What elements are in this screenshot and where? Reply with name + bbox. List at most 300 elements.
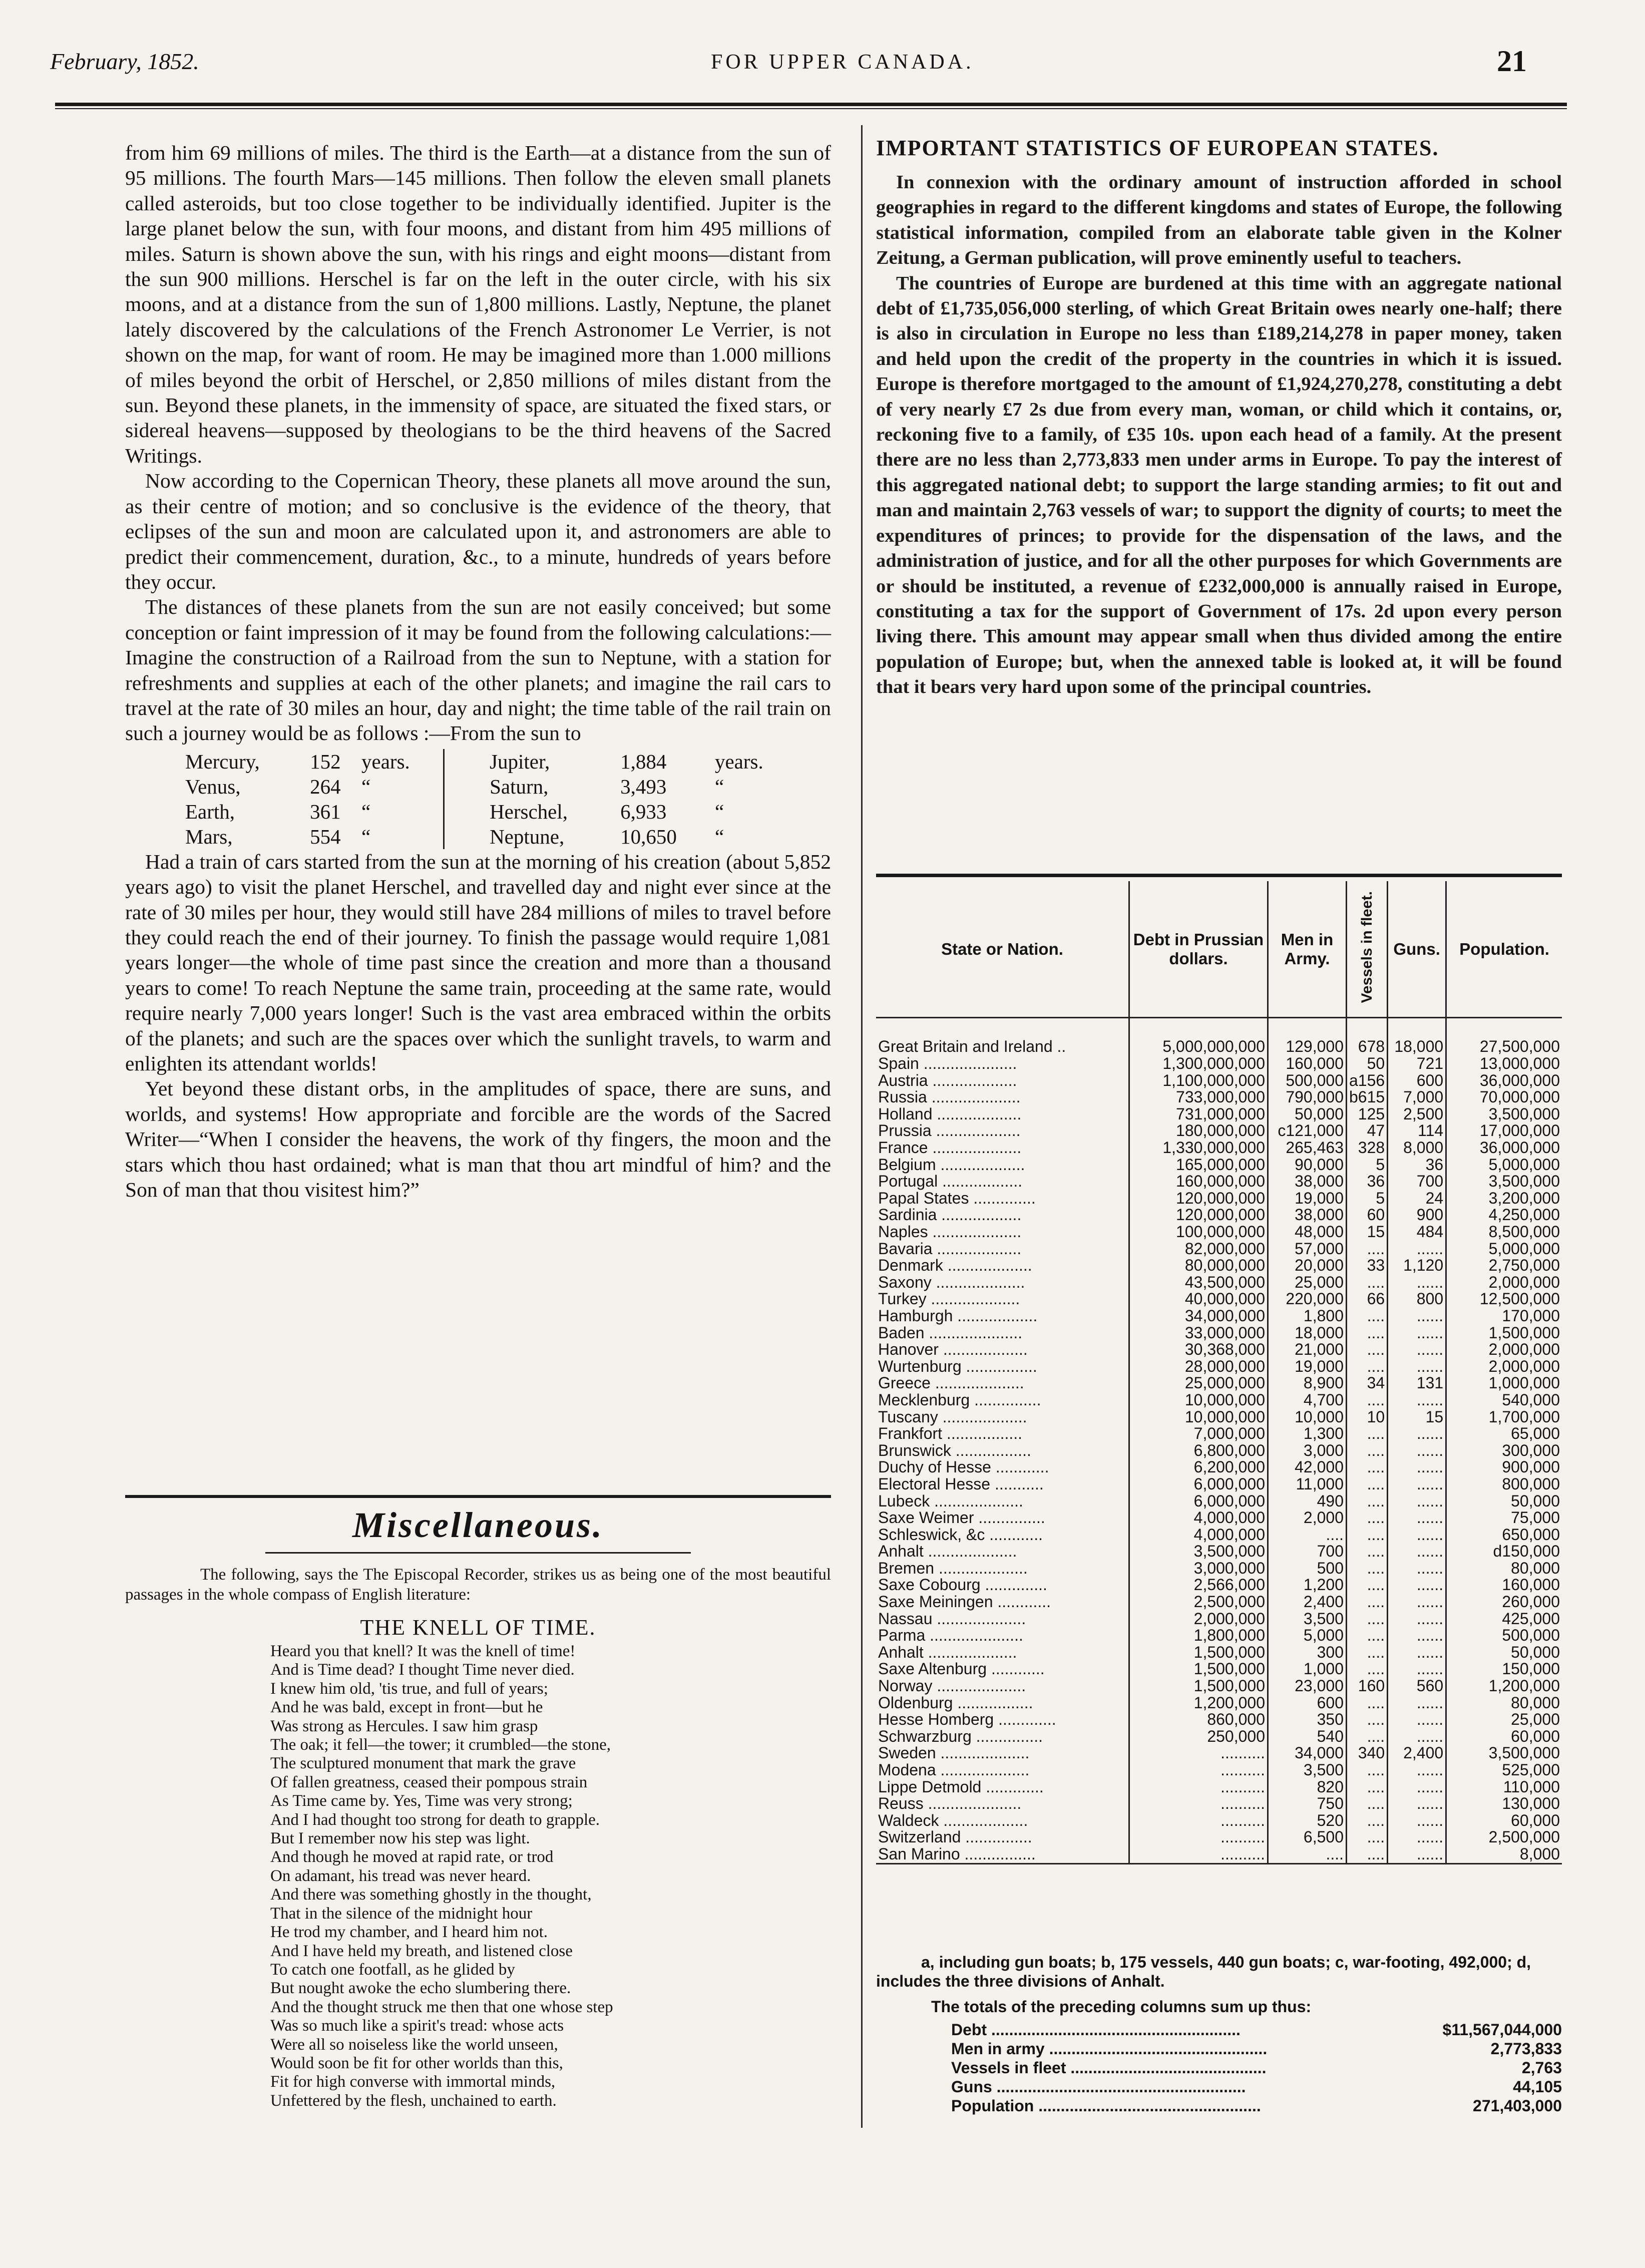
state-name: Anhalt .................... (878, 1643, 1017, 1661)
totals-label: Debt ........................................................ (951, 2021, 1241, 2039)
state-name: Russia .................... (878, 1088, 1021, 1106)
poem-line: That in the silence of the midnight hour (270, 1904, 533, 1923)
debt-value: 80,000,000 (1129, 1257, 1268, 1274)
army-value: 490 (1268, 1493, 1347, 1510)
population-value: 3,500,000 (1446, 1173, 1562, 1190)
population-value: 12,500,000 (1446, 1291, 1562, 1308)
poem-line: To catch one footfall, as he glided by (270, 1960, 515, 1979)
vessels-value: 678 (1347, 1018, 1388, 1055)
vessels-value: 47 (1347, 1122, 1388, 1140)
vessels-value: 5 (1347, 1157, 1388, 1174)
vessels-value: a156 (1347, 1072, 1388, 1089)
debt-value: 1,100,000,000 (1129, 1072, 1268, 1089)
state-name: Switzerland ............... (878, 1828, 1032, 1846)
guns-value: ...... (1388, 1577, 1446, 1594)
vessels-value: 36 (1347, 1173, 1388, 1190)
planet-name: Earth, (185, 800, 235, 823)
vessels-value: 15 (1347, 1224, 1388, 1241)
state-name: Brunswick ................. (878, 1441, 1031, 1459)
totals-label: Guns ........................................................ (951, 2078, 1246, 2096)
page-number: 21 (1497, 45, 1527, 78)
vessels-value: .... (1347, 1476, 1388, 1493)
debt-value: 250,000 (1129, 1728, 1268, 1745)
poem-line: The oak; it fell—the tower; it crumbled—the stone, (270, 1736, 611, 1754)
guns-value: 2,500 (1388, 1106, 1446, 1123)
table-top-rule (876, 874, 1562, 877)
population-value: 3,500,000 (1446, 1745, 1562, 1762)
state-name: Saxe Altenburg ............ (878, 1660, 1045, 1678)
poem-intro: The following, says the The Episcopal Recorder, strikes us as being one of the most beautiful passages in the whole compass of English literature: (125, 1566, 831, 1604)
debt-value: 4,000,000 (1129, 1509, 1268, 1527)
army-value: 19,000 (1268, 1358, 1347, 1375)
vessels-value: .... (1347, 1509, 1388, 1527)
guns-value: ...... (1388, 1795, 1446, 1812)
vessels-value: 34 (1347, 1375, 1388, 1392)
table-row (876, 1594, 1562, 1611)
army-value: 540 (1268, 1728, 1347, 1745)
population-value: 80,000 (1446, 1695, 1562, 1712)
debt-value: 82,000,000 (1129, 1241, 1268, 1258)
population-value: 2,000,000 (1446, 1358, 1562, 1375)
army-value: 10,000 (1268, 1409, 1347, 1426)
debt-value: 165,000,000 (1129, 1157, 1268, 1174)
planet-name: Saturn, (490, 775, 549, 798)
column-separator (444, 824, 490, 849)
population-value: 3,500,000 (1446, 1106, 1562, 1123)
population-value: 65,000 (1446, 1425, 1562, 1442)
vessels-value: 328 (1347, 1140, 1388, 1157)
army-value: 1,200 (1268, 1577, 1347, 1594)
section-rule (125, 1495, 831, 1498)
vessels-value: .... (1347, 1728, 1388, 1745)
table-row (876, 1543, 1562, 1560)
state-name: Saxe Cobourg .............. (878, 1576, 1047, 1594)
planet-name: Venus, (185, 775, 241, 798)
state-name: Electoral Hesse ........... (878, 1474, 1044, 1493)
issue-date: February, 1852. (50, 49, 199, 74)
army-value: .... (1268, 1527, 1347, 1544)
state-name: Portugal .................. (878, 1172, 1023, 1191)
poem-line: Were all so noiseless like the world unseen, (270, 2035, 558, 2054)
state-name: Saxe Weimer ............... (878, 1508, 1045, 1527)
table-row (876, 1409, 1562, 1426)
state-name: Tuscany ................... (878, 1407, 1027, 1426)
army-value: 3,500 (1268, 1611, 1347, 1628)
guns-value: ...... (1388, 1308, 1446, 1325)
debt-value: 1,500,000 (1129, 1678, 1268, 1695)
debt-value: 180,000,000 (1129, 1122, 1268, 1140)
state-name: Sweden .................... (878, 1744, 1030, 1762)
vessels-value: .... (1347, 1661, 1388, 1678)
guns-value: ...... (1388, 1762, 1446, 1779)
vessels-value: .... (1347, 1527, 1388, 1544)
poem-body (270, 1642, 831, 2110)
population-value: 5,000,000 (1446, 1241, 1562, 1258)
army-value: 220,000 (1268, 1291, 1347, 1308)
table-row (876, 1055, 1562, 1072)
army-value: 820 (1268, 1779, 1347, 1796)
population-value: 3,200,000 (1446, 1190, 1562, 1207)
guns-value: ...... (1388, 1611, 1446, 1628)
state-name: Parma ..................... (878, 1626, 1023, 1645)
totals-row (951, 2039, 1562, 2058)
travel-years: 3,493 (620, 775, 667, 798)
poem-line: And he was bald, except in front—but he (270, 1698, 543, 1717)
vessels-value: b615 (1347, 1089, 1388, 1106)
poem-line: The sculptured monument that mark the grave (270, 1754, 576, 1773)
debt-value: 120,000,000 (1129, 1207, 1268, 1224)
population-value: 650,000 (1446, 1527, 1562, 1544)
planet-name: Neptune, (490, 825, 565, 848)
population-value: 2,000,000 (1446, 1274, 1562, 1291)
state-name: Frankfort ................. (878, 1424, 1023, 1443)
vessels-value: .... (1347, 1325, 1388, 1342)
army-value: 700 (1268, 1543, 1347, 1560)
vessels-value: .... (1347, 1812, 1388, 1829)
vessels-value: .... (1347, 1846, 1388, 1863)
army-value: 23,000 (1268, 1678, 1347, 1695)
table-row (876, 1392, 1562, 1409)
travel-unit: “ (361, 800, 371, 823)
debt-value: 1,200,000 (1129, 1695, 1268, 1712)
table-row (876, 1711, 1562, 1728)
debt-value: 2,000,000 (1129, 1611, 1268, 1628)
army-value: 38,000 (1268, 1207, 1347, 1224)
debt-value: 30,368,000 (1129, 1341, 1268, 1358)
poem-line: As Time came by. Yes, Time was very strong; (270, 1792, 573, 1810)
population-value: 425,000 (1446, 1611, 1562, 1628)
army-value: 20,000 (1268, 1257, 1347, 1274)
debt-value: 6,000,000 (1129, 1476, 1268, 1493)
travel-years: 10,650 (620, 825, 677, 848)
vessels-value: .... (1347, 1577, 1388, 1594)
debt-value: 40,000,000 (1129, 1291, 1268, 1308)
poem-line: On adamant, his tread was never heard. (270, 1866, 531, 1885)
guns-value: ...... (1388, 1358, 1446, 1375)
vessels-value: .... (1347, 1392, 1388, 1409)
state-name: Wurtenburg ................ (878, 1357, 1037, 1375)
vessels-value: .... (1347, 1308, 1388, 1325)
table-row (876, 1257, 1562, 1274)
table-row (876, 1341, 1562, 1358)
debt-value: .......... (1129, 1829, 1268, 1846)
guns-value: 600 (1388, 1072, 1446, 1089)
vessels-value: .... (1347, 1493, 1388, 1510)
guns-value: 2,400 (1388, 1745, 1446, 1762)
table-row (876, 1425, 1562, 1442)
table-row (876, 1173, 1562, 1190)
population-value: 36,000,000 (1446, 1140, 1562, 1157)
vessels-value: .... (1347, 1711, 1388, 1728)
poem-line: Heard you that knell? It was the knell of time! (270, 1642, 576, 1660)
travel-unit: “ (361, 775, 371, 798)
table-row (876, 1695, 1562, 1712)
table-row (876, 1745, 1562, 1762)
totals-table (951, 2020, 1562, 2115)
state-name: Nassau .................... (878, 1609, 1026, 1628)
vessels-value: .... (1347, 1762, 1388, 1779)
table-row (876, 1527, 1562, 1544)
population-value: 80,000 (1446, 1560, 1562, 1577)
population-value: 8,000 (1446, 1846, 1562, 1863)
table-row (876, 1611, 1562, 1628)
debt-value: 6,800,000 (1129, 1442, 1268, 1459)
state-name: Duchy of Hesse ............ (878, 1458, 1049, 1476)
guns-value: 721 (1388, 1055, 1446, 1072)
army-value: 48,000 (1268, 1224, 1347, 1241)
table-row (876, 1846, 1562, 1863)
table-row (876, 1157, 1562, 1174)
poem-line: Fit for high converse with immortal minds, (270, 2073, 556, 2091)
vessels-value: 66 (1347, 1291, 1388, 1308)
travel-row (185, 799, 796, 824)
travel-row (185, 824, 796, 849)
population-value: 110,000 (1446, 1779, 1562, 1796)
guns-value: ...... (1388, 1560, 1446, 1577)
table-row (876, 1207, 1562, 1224)
table-row (876, 1560, 1562, 1577)
european-states-table (876, 881, 1562, 1864)
population-value: 8,500,000 (1446, 1224, 1562, 1241)
debt-value: 7,000,000 (1129, 1425, 1268, 1442)
population-value: 4,250,000 (1446, 1207, 1562, 1224)
statistics-paragraph: In connexion with the ordinary amount of instruction afforded in school geographies in regard to the different kingdoms and states of Europe, the following statistical information, compiled from an elaborate table given in the Kolner Zeitung, a German publication, will prove eminently useful to teachers. (876, 172, 1562, 269)
table-row (876, 1459, 1562, 1476)
state-name: Belgium ................... (878, 1155, 1025, 1174)
poem-line: I knew him old, 'tis true, and full of years; (270, 1679, 548, 1698)
guns-value: ...... (1388, 1812, 1446, 1829)
army-value: 4,700 (1268, 1392, 1347, 1409)
vessels-value: 125 (1347, 1106, 1388, 1123)
header-debt: Debt in Prussian dollars. (1129, 881, 1268, 1018)
population-value: 60,000 (1446, 1728, 1562, 1745)
population-value: 25,000 (1446, 1711, 1562, 1728)
poem-line: Would soon be fit for other worlds than this, (270, 2054, 563, 2072)
population-value: 800,000 (1446, 1476, 1562, 1493)
army-value: 25,000 (1268, 1274, 1347, 1291)
travel-unit: “ (714, 825, 724, 848)
population-value: 150,000 (1446, 1661, 1562, 1678)
table-row (876, 1627, 1562, 1644)
army-value: 21,000 (1268, 1341, 1347, 1358)
article-paragraph: Now according to the Copernican Theory, these planets all move around the sun, as their centre of motion; and so conclusive is the evidence of the theory, that eclipses of the sun and moon are calculated upon it, and astronomers are able to predict their commencement, duration, &c., to a minute, hundreds of years before they occur. (125, 469, 831, 593)
table-row (876, 1678, 1562, 1695)
army-value: 2,000 (1268, 1509, 1347, 1527)
article-paragraph: Had a train of cars started from the sun at the morning of his creation (about 5,852 years ago) to visit the planet Herschel, and travelled day and night ever since at the rate of 30 miles per hour, they would still have 284 millions of miles to travel before they could reach the end of their journey. To finish the passage would require 1,081 years longer—the whole of time past since the creation and more than a thousand years to come! To reach Neptune the same train, proceeding at the same rate, would require nearly 7,000 years longer! Such is the vast area embraced within the orbits of the planets; and such are the spaces over which the sunlight travels, to warm and enlighten its attendant worlds! (125, 850, 831, 1075)
guns-value: ...... (1388, 1644, 1446, 1661)
header-population: Population. (1446, 881, 1562, 1018)
table-footnote: a, including gun boats; b, 175 vessels, 440 gun boats; c, war-footing, 492,000; d, includes the three divisions of Anhalt. (876, 1953, 1531, 1990)
travel-years: 264 (310, 775, 341, 798)
state-name: Turkey .................... (878, 1290, 1020, 1308)
guns-value: ...... (1388, 1627, 1446, 1644)
debt-value: 2,500,000 (1129, 1594, 1268, 1611)
army-value: 750 (1268, 1795, 1347, 1812)
guns-value: 8,000 (1388, 1140, 1446, 1157)
vessels-value: .... (1347, 1543, 1388, 1560)
poem-line: And is Time dead? I thought Time never died. (270, 1661, 575, 1679)
population-value: 27,500,000 (1446, 1018, 1562, 1055)
guns-value: ...... (1388, 1779, 1446, 1796)
totals-value: 44,105 (1513, 2078, 1562, 2096)
army-value: 18,000 (1268, 1325, 1347, 1342)
debt-value: 10,000,000 (1129, 1392, 1268, 1409)
travel-row (185, 749, 796, 774)
army-value: 160,000 (1268, 1055, 1347, 1072)
poem-line: Unfettered by the flesh, unchained to earth. (270, 2091, 557, 2110)
table-row (876, 1106, 1562, 1123)
state-name: Naples .................... (878, 1223, 1022, 1241)
state-name: Lippe Detmold ............. (878, 1777, 1044, 1796)
table-body (876, 1018, 1562, 1863)
table-row (876, 1274, 1562, 1291)
guns-value: ...... (1388, 1241, 1446, 1258)
vessels-value: .... (1347, 1611, 1388, 1628)
guns-value: 114 (1388, 1122, 1446, 1140)
debt-value: 731,000,000 (1129, 1106, 1268, 1123)
vessels-value: .... (1347, 1594, 1388, 1611)
debt-value: 5,000,000,000 (1129, 1018, 1268, 1055)
vessels-value: 340 (1347, 1745, 1388, 1762)
travel-years: 361 (310, 800, 341, 823)
debt-value: 33,000,000 (1129, 1325, 1268, 1342)
header-vessels (1347, 881, 1388, 1018)
guns-value: ...... (1388, 1527, 1446, 1544)
table-row (876, 1325, 1562, 1342)
debt-value: 6,000,000 (1129, 1493, 1268, 1510)
guns-value: ...... (1388, 1594, 1446, 1611)
section-rule-thin (265, 1552, 691, 1554)
vessels-value: .... (1347, 1425, 1388, 1442)
poem-line: Of fallen greatness, ceased their pompous strain (270, 1773, 588, 1791)
column-divider (861, 125, 863, 2128)
vessels-value: 5 (1347, 1190, 1388, 1207)
population-value: 75,000 (1446, 1509, 1562, 1527)
state-name: Bremen .................... (878, 1559, 1028, 1577)
column-separator (444, 799, 490, 824)
table-row (876, 1072, 1562, 1089)
poem-line: But I remember now his step was light. (270, 1829, 530, 1848)
vessels-value: .... (1347, 1358, 1388, 1375)
army-value: c121,000 (1268, 1122, 1347, 1140)
guns-value: 15 (1388, 1409, 1446, 1426)
table-row (876, 1241, 1562, 1258)
state-name: Lubeck .................... (878, 1491, 1023, 1510)
guns-value: ...... (1388, 1325, 1446, 1342)
table-row (876, 1089, 1562, 1106)
table-row (876, 1308, 1562, 1325)
state-name: Prussia ................... (878, 1121, 1021, 1140)
planet-name: Mars, (185, 825, 233, 848)
army-value: 57,000 (1268, 1241, 1347, 1258)
guns-value: ...... (1388, 1476, 1446, 1493)
state-name: Waldeck ................... (878, 1811, 1028, 1829)
table-row (876, 1291, 1562, 1308)
travel-years: 554 (310, 825, 341, 848)
table-row (876, 1122, 1562, 1140)
state-name: Saxe Meiningen ............ (878, 1593, 1051, 1611)
army-value: 500,000 (1268, 1072, 1347, 1089)
population-value: 2,750,000 (1446, 1257, 1562, 1274)
debt-value: 25,000,000 (1129, 1375, 1268, 1392)
poem-line: And I had thought too strong for death to grapple. (270, 1810, 600, 1829)
poem-line: Was so much like a spirit's tread: whose acts (270, 2017, 564, 2035)
table-row (876, 1762, 1562, 1779)
table-row (876, 1577, 1562, 1594)
table-row (876, 1812, 1562, 1829)
state-name: Hesse Homberg ............. (878, 1710, 1056, 1729)
army-value: 38,000 (1268, 1173, 1347, 1190)
header-guns: Guns. (1388, 881, 1446, 1018)
vessels-value: .... (1347, 1241, 1388, 1258)
planet-name: Herschel, (490, 800, 568, 823)
state-name: Anhalt .................... (878, 1542, 1017, 1561)
railroad-travel-times-table (185, 749, 796, 849)
army-value: 1,300 (1268, 1425, 1347, 1442)
army-value: 3,500 (1268, 1762, 1347, 1779)
vessels-value: .... (1347, 1779, 1388, 1796)
miscellaneous-heading: Miscellaneous. (352, 1505, 604, 1545)
army-value: 19,000 (1268, 1190, 1347, 1207)
vessels-value: 60 (1347, 1207, 1388, 1224)
state-name: Great Britain and Ireland .. (878, 1037, 1066, 1056)
table-row (876, 1493, 1562, 1510)
population-value: 36,000,000 (1446, 1072, 1562, 1089)
population-value: 540,000 (1446, 1392, 1562, 1409)
guns-value: ...... (1388, 1829, 1446, 1846)
guns-value: ...... (1388, 1728, 1446, 1745)
army-value: 6,500 (1268, 1829, 1347, 1846)
population-value: 5,000,000 (1446, 1157, 1562, 1174)
debt-value: 1,800,000 (1129, 1627, 1268, 1644)
vessels-value: .... (1347, 1341, 1388, 1358)
army-value: 90,000 (1268, 1157, 1347, 1174)
debt-value: 160,000,000 (1129, 1173, 1268, 1190)
state-name: Schwarzburg ............... (878, 1727, 1043, 1745)
header-rule (55, 103, 1567, 106)
table-row (876, 1728, 1562, 1745)
vessels-value: .... (1347, 1795, 1388, 1812)
vessels-value: 160 (1347, 1678, 1388, 1695)
travel-years: 1,884 (620, 749, 667, 773)
table-row (876, 1661, 1562, 1678)
guns-value: ...... (1388, 1442, 1446, 1459)
population-value: 525,000 (1446, 1762, 1562, 1779)
travel-unit: “ (714, 800, 724, 823)
army-value: 50,000 (1268, 1106, 1347, 1123)
travel-unit: “ (361, 825, 371, 848)
state-name: Reuss ..................... (878, 1794, 1022, 1813)
population-value: 260,000 (1446, 1594, 1562, 1611)
table-row (876, 1795, 1562, 1812)
state-name: Sardinia .................. (878, 1206, 1022, 1224)
table-row (876, 1829, 1562, 1846)
guns-value: ...... (1388, 1846, 1446, 1863)
debt-value: 860,000 (1129, 1711, 1268, 1728)
header-army: Men in Army. (1268, 881, 1347, 1018)
population-value: 60,000 (1446, 1812, 1562, 1829)
vessels-value: .... (1347, 1274, 1388, 1291)
table-row (876, 1190, 1562, 1207)
army-value: 42,000 (1268, 1459, 1347, 1476)
vessels-value: .... (1347, 1627, 1388, 1644)
planet-name: Jupiter, (490, 749, 550, 773)
guns-value: ...... (1388, 1341, 1446, 1358)
debt-value: .......... (1129, 1795, 1268, 1812)
state-name: Modena .................... (878, 1761, 1030, 1779)
guns-value: 24 (1388, 1190, 1446, 1207)
army-value: 129,000 (1268, 1018, 1347, 1055)
